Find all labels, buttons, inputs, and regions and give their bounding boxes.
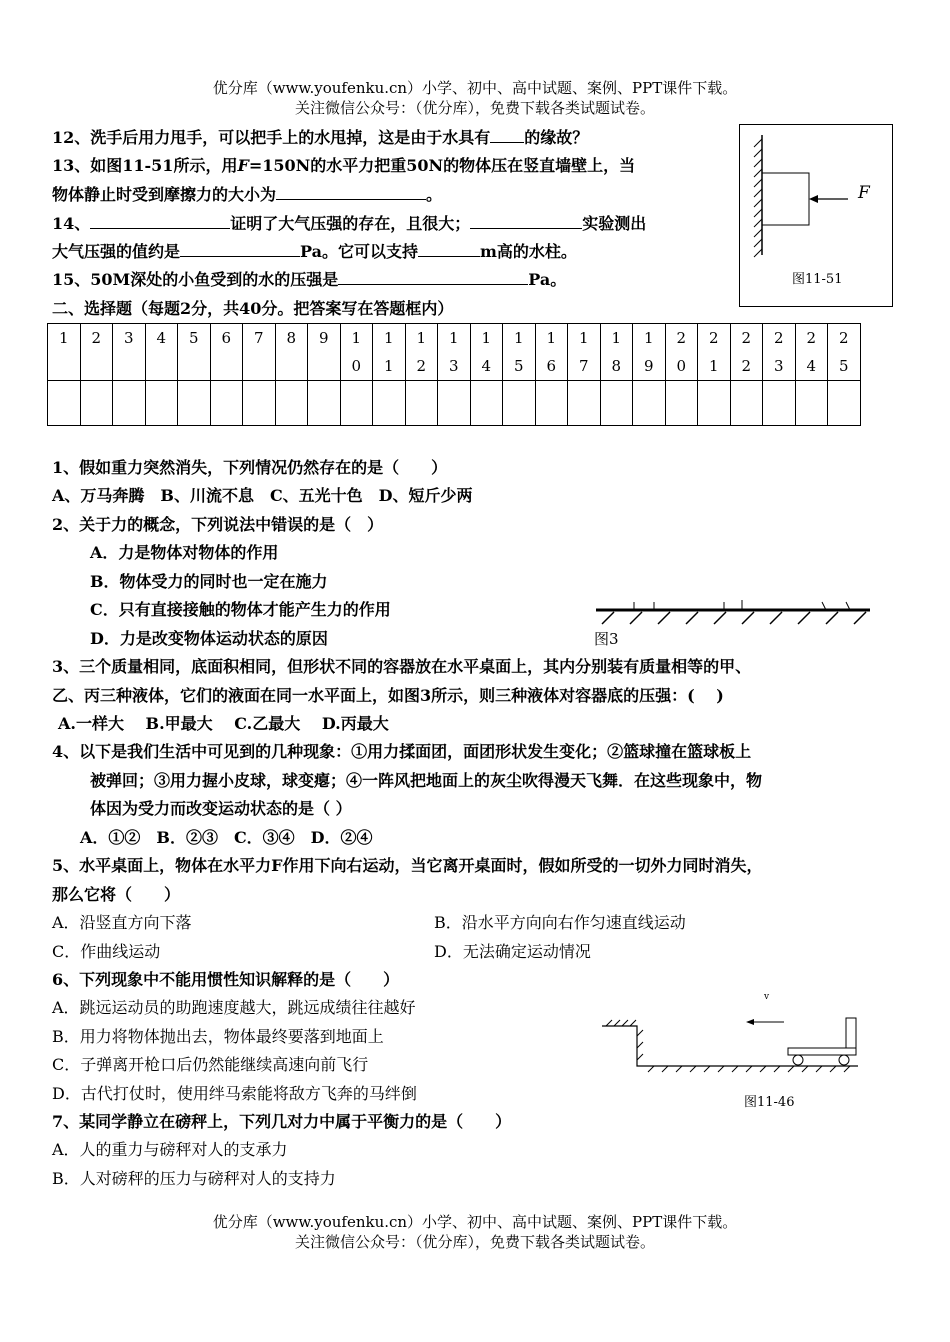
question-15: 15、50M深处的小鱼受到的水的压强是 Pa。 bbox=[52, 270, 567, 289]
figure-11-51 bbox=[739, 124, 893, 307]
question-4-line-2: 被弹回；③用力握小皮球，球变瘪；④一阵风把地面上的灰尘吹得漫天飞舞．在这些现象中，物 bbox=[90, 771, 763, 790]
header-line-1: 优分库（www.youfenku.cn）小学、初中、高中试题、案例、PPT课件下载。 bbox=[212, 79, 738, 97]
blank[interactable] bbox=[180, 241, 300, 257]
answer-blank-row bbox=[48, 381, 861, 426]
answer-number-row bbox=[48, 324, 861, 381]
answer-table bbox=[47, 323, 861, 426]
answer-input-cell[interactable] bbox=[698, 381, 731, 426]
answer-number-cell: 4 bbox=[145, 324, 178, 381]
answer-input-cell[interactable] bbox=[503, 381, 536, 426]
answer-input-cell[interactable] bbox=[470, 381, 503, 426]
answer-input-cell[interactable] bbox=[665, 381, 698, 426]
question-6-option-b: B．用力将物体抛出去，物体最终要落到地面上 bbox=[52, 1027, 384, 1046]
question-4-line-3: 体因为受力而改变运动状态的是（ ） bbox=[90, 799, 352, 818]
blank[interactable] bbox=[90, 213, 230, 229]
question-2-option-b: B．物体受力的同时也一定在施力 bbox=[90, 572, 328, 591]
blank[interactable] bbox=[338, 269, 528, 285]
question-5-option-a: A．沿竖直方向下落 bbox=[52, 913, 192, 932]
figure-11-46-caption: 图11-46 bbox=[744, 1095, 795, 1110]
answer-input-cell[interactable] bbox=[145, 381, 178, 426]
question-5-option-c: C．作曲线运动 bbox=[52, 942, 161, 961]
answer-number-cell: 1 9 bbox=[633, 324, 666, 381]
footer-line-1: 优分库（www.youfenku.cn）小学、初中、高中试题、案例、PPT课件下载。 bbox=[212, 1213, 738, 1231]
question-4-options: A．①② B．②③ C．③④ D．②④ bbox=[80, 828, 373, 847]
question-2-option-c: C．只有直接接触的物体才能产生力的作用 bbox=[90, 600, 391, 619]
velocity-label: v bbox=[764, 992, 770, 1002]
answer-input-cell[interactable] bbox=[568, 381, 601, 426]
answer-number-cell: 2 4 bbox=[795, 324, 828, 381]
header-line-2: 关注微信公众号：（优分库），免费下载各类试题试卷。 bbox=[294, 99, 655, 117]
answer-number-cell: 2 0 bbox=[665, 324, 698, 381]
answer-input-cell[interactable] bbox=[828, 381, 861, 426]
answer-number-cell: 2 bbox=[80, 324, 113, 381]
answer-input-cell[interactable] bbox=[405, 381, 438, 426]
answer-input-cell[interactable] bbox=[730, 381, 763, 426]
blank[interactable] bbox=[418, 241, 480, 257]
answer-number-cell: 1 bbox=[48, 324, 81, 381]
figure-11-46-drawing bbox=[600, 996, 870, 1076]
question-5-line-2: 那么它将（ ） bbox=[52, 885, 181, 904]
answer-number-cell: 2 3 bbox=[763, 324, 796, 381]
question-12: 12、洗手后用力甩手，可以把手上的水甩掉，这是由于水具有 的缘故？ bbox=[52, 128, 589, 147]
answer-input-cell[interactable] bbox=[210, 381, 243, 426]
answer-input-cell[interactable] bbox=[340, 381, 373, 426]
section-2-title: 二、选择题（每题2分，共40分。把答案写在答题框内） bbox=[52, 299, 454, 318]
blank[interactable] bbox=[470, 213, 582, 229]
answer-number-cell: 1 6 bbox=[535, 324, 568, 381]
figure-3-drawing bbox=[594, 604, 874, 634]
answer-number-cell: 1 1 bbox=[373, 324, 406, 381]
question-3-line-2: 乙、丙三种液体，它们的液面在同一水平面上，如图3所示，则三种液体对容器底的压强：( ) bbox=[52, 686, 724, 705]
blank[interactable] bbox=[490, 127, 524, 143]
answer-number-cell: 1 2 bbox=[405, 324, 438, 381]
question-14-line-2: 大气压强的值约是 Pa。它可以支持 m高的水柱。 bbox=[52, 242, 577, 261]
question-6-option-a: A．跳远运动员的助跑速度越大，跳远成绩往往越好 bbox=[52, 998, 416, 1017]
question-2-option-a: A．力是物体对物体的作用 bbox=[90, 543, 279, 562]
question-3: 3、三个质量相同，底面积相同，但形状不同的容器放在水平桌面上，其内分别装有质量相等的甲、 bbox=[52, 657, 752, 676]
figure-3-caption: 图3 bbox=[594, 630, 619, 648]
answer-input-cell[interactable] bbox=[373, 381, 406, 426]
answer-number-cell: 2 2 bbox=[730, 324, 763, 381]
answer-number-cell: 1 7 bbox=[568, 324, 601, 381]
answer-number-cell: 1 4 bbox=[470, 324, 503, 381]
question-1: 1、假如重力突然消失，下列情况仍然存在的是（ ） bbox=[52, 458, 448, 477]
answer-number-cell: 8 bbox=[275, 324, 308, 381]
answer-number-cell: 5 bbox=[178, 324, 211, 381]
answer-number-cell: 9 bbox=[308, 324, 341, 381]
answer-number-cell: 6 bbox=[210, 324, 243, 381]
answer-input-cell[interactable] bbox=[535, 381, 568, 426]
answer-number-cell: 7 bbox=[243, 324, 276, 381]
answer-input-cell[interactable] bbox=[243, 381, 276, 426]
question-1-options: A、万马奔腾 B、川流不息 C、五光十色 D、短斤少两 bbox=[52, 486, 473, 505]
footer-line-2: 关注微信公众号：（优分库），免费下载各类试题试卷。 bbox=[294, 1233, 655, 1251]
question-7-option-b: B．人对磅秤的压力与磅秤对人的支持力 bbox=[52, 1169, 336, 1188]
answer-input-cell[interactable] bbox=[438, 381, 471, 426]
answer-input-cell[interactable] bbox=[795, 381, 828, 426]
answer-number-cell: 1 3 bbox=[438, 324, 471, 381]
answer-input-cell[interactable] bbox=[600, 381, 633, 426]
answer-input-cell[interactable] bbox=[763, 381, 796, 426]
question-3-options: A.一样大 B.甲最大 C.乙最大 D.丙最大 bbox=[58, 714, 389, 733]
question-2-option-d: D．力是改变物体运动状态的原因 bbox=[90, 629, 328, 648]
answer-input-cell[interactable] bbox=[113, 381, 146, 426]
answer-number-cell: 1 5 bbox=[503, 324, 536, 381]
answer-input-cell[interactable] bbox=[178, 381, 211, 426]
figure-11-51-caption: 图11-51 bbox=[792, 272, 843, 287]
blank[interactable] bbox=[276, 184, 426, 200]
answer-input-cell[interactable] bbox=[275, 381, 308, 426]
answer-number-cell: 1 8 bbox=[600, 324, 633, 381]
answer-number-cell: 1 0 bbox=[340, 324, 373, 381]
question-13: 13、如图11-51所示，用F=150N的水平力把重50N的物体压在竖直墙壁上，当 bbox=[52, 156, 636, 175]
question-14: 14、 证明了大气压强的存在，且很大； 实验测出 bbox=[52, 214, 647, 233]
question-5-option-d: D．无法确定运动情况 bbox=[434, 942, 591, 961]
question-5-option-b: B．沿水平方向向右作匀速直线运动 bbox=[434, 913, 686, 932]
question-5: 5、水平桌面上，物体在水平力F作用下向右运动，当它离开桌面时，假如所受的一切外力同时消失， bbox=[52, 856, 763, 875]
question-6: 6、下列现象中不能用惯性知识解释的是（ ） bbox=[52, 970, 400, 989]
question-2: 2、关于力的概念，下列说法中错误的是（ ） bbox=[52, 515, 384, 534]
answer-input-cell[interactable] bbox=[48, 381, 81, 426]
question-4: 4、以下是我们生活中可见到的几种现象：①用力揉面团，面团形状发生变化；②篮球撞在篮球板上 bbox=[52, 742, 752, 761]
answer-number-cell: 2 1 bbox=[698, 324, 731, 381]
question-6-option-c: C．子弹离开枪口后仍然能继续高速向前飞行 bbox=[52, 1055, 369, 1074]
answer-number-cell: 2 5 bbox=[828, 324, 861, 381]
force-label: F bbox=[858, 183, 870, 203]
question-7: 7、某同学静立在磅秤上，下列几对力中属于平衡力的是（ ） bbox=[52, 1112, 512, 1131]
answer-input-cell[interactable] bbox=[308, 381, 341, 426]
answer-input-cell[interactable] bbox=[80, 381, 113, 426]
answer-number-cell: 3 bbox=[113, 324, 146, 381]
question-7-option-a: A．人的重力与磅秤对人的支承力 bbox=[52, 1140, 288, 1159]
question-13-line-2: 物体静止时受到摩擦力的大小为 。 bbox=[52, 185, 443, 204]
question-6-option-d: D．古代打仗时，使用绊马索能将敌方飞奔的马绊倒 bbox=[52, 1084, 417, 1103]
answer-input-cell[interactable] bbox=[633, 381, 666, 426]
